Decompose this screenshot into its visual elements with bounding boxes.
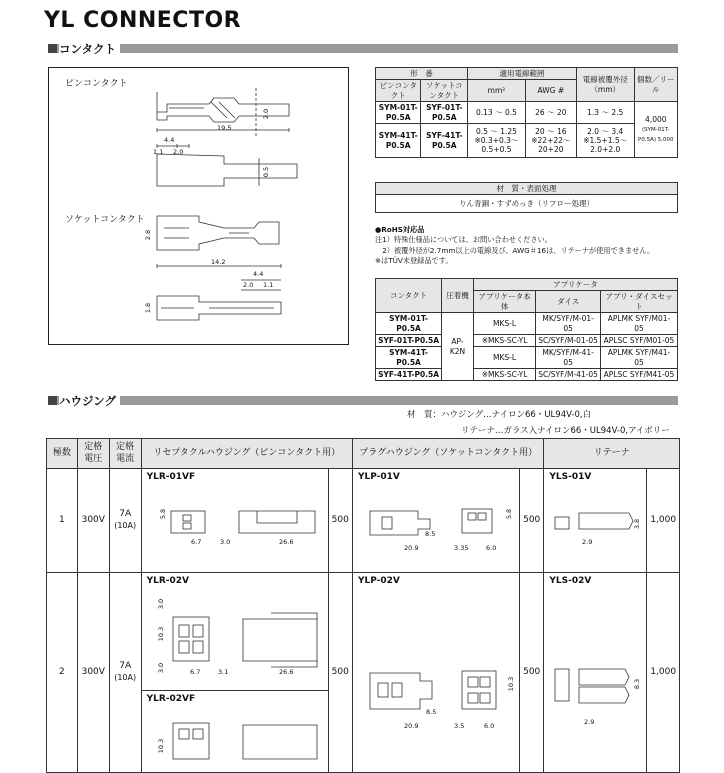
- housing-material-line2: リテーナ…ガラス入ナイロン66・UL94V-0,アイボリー: [461, 426, 670, 437]
- app-body: ※MKS-SC-YL: [473, 369, 535, 381]
- row2-p-dim: 10.3: [507, 676, 516, 692]
- app-contact: SYM-01T-P0.5A: [376, 313, 442, 335]
- row2-r-dim: 3.1: [218, 668, 229, 676]
- h-poles: 極数: [47, 439, 78, 469]
- row2-r-dim: 6.7: [190, 668, 201, 676]
- row1-receptacle: YLR-01VF: [141, 469, 328, 573]
- housing-material-line1: 材 質：ハウジング…ナイロン66・UL94V-0,白: [407, 410, 592, 420]
- row1-receptacle-drawing: [147, 483, 323, 553]
- pin-dim-b: 1.1: [153, 148, 164, 156]
- app-set: APLMK SYF/M01-05: [600, 313, 677, 335]
- row1-voltage: 300V: [77, 469, 109, 573]
- spec-mm2: 0.13 ～ 0.5: [468, 102, 526, 124]
- row2-t-dim: 8.3: [633, 678, 642, 690]
- socket-dim-e: 1.8: [144, 302, 153, 314]
- table-row: [376, 334, 678, 346]
- pin-dim-a: 4.4: [164, 136, 175, 144]
- pin-contact-top-shape: [157, 154, 297, 186]
- row2-receptacle-qty: 500: [328, 573, 352, 773]
- row2-p-dim: 3.5: [454, 722, 465, 730]
- spec-socket: SYF-01T-P0.5A: [421, 102, 468, 124]
- row1-retainer: YLS-01V: [544, 469, 647, 573]
- contact-drawing: [48, 67, 349, 345]
- app-h-die: ダイス: [536, 291, 601, 313]
- spec-h-awg: AWG #: [525, 80, 576, 102]
- socket-dim-c: 2.0: [243, 281, 254, 289]
- spec-pin: SYM-01T-P0.5A: [376, 102, 421, 124]
- spec-h-wire-range: 適用電線範囲: [468, 68, 577, 80]
- contact-section-title: コンタクト: [59, 41, 120, 57]
- row2-r2-dim: 10.3: [157, 738, 166, 754]
- app-set: APLMK SYF/M41-05: [600, 347, 677, 369]
- row1-plug-qty: 500: [519, 469, 543, 573]
- spec-od: 1.3 ～ 2.5: [576, 102, 634, 124]
- row2-plug: YLP-02V: [352, 573, 519, 773]
- app-body: ※MKS-SC-YL: [473, 334, 535, 346]
- table-row: [376, 102, 678, 124]
- row2-p-dim: 20.9: [404, 722, 419, 730]
- row1-p-dim: 8.5: [425, 530, 436, 538]
- row2-voltage: 300V: [77, 573, 109, 773]
- socket-contact-caption: ソケットコンタクト: [65, 215, 145, 225]
- spec-h-insul: 電線被覆外径 （mm）: [576, 68, 634, 102]
- app-set: APLSC SYF/M41-05: [600, 369, 677, 381]
- note-1: 注1）特殊仕様品については、お問い合わせください。: [375, 235, 552, 245]
- app-contact: SYF-01T-P0.5A: [376, 334, 442, 346]
- housing-section-title: ハウジング: [59, 393, 120, 409]
- spec-h-katamei: 形 番: [376, 68, 468, 80]
- applicator-table: [375, 278, 678, 381]
- app-die: SC/SYF/M-01-05: [536, 334, 601, 346]
- app-contact: SYF-41T-P0.5A: [376, 369, 442, 381]
- pin-contact-caption: ピンコンタクト: [65, 79, 128, 89]
- row1-current: 7A (10A): [109, 469, 141, 573]
- table-row: [376, 369, 678, 381]
- h-receptacle: リセプタクルハウジング（ピンコンタクト用）: [141, 439, 352, 469]
- spec-qty: 4,000 (SYM-01T-P0.5A) 5,000: [634, 102, 677, 158]
- table-row: [47, 573, 680, 773]
- material-table: [375, 182, 678, 213]
- pin-dim-length: 19.5: [217, 124, 232, 132]
- h-current: 定格 電流: [109, 439, 141, 469]
- notes: [375, 225, 685, 267]
- row2-t-dim: 2.9: [584, 718, 595, 726]
- row2-retainer-qty: 1,000: [647, 573, 680, 773]
- app-h-body: アプリケータ本体: [473, 291, 535, 313]
- app-h-press: 圧着機: [442, 279, 474, 313]
- pin-dim-e: 0.5: [262, 166, 271, 178]
- socket-dim-a: 2.8: [144, 229, 153, 241]
- h-retainer: リテーナ: [544, 439, 680, 469]
- spec-awg: 20 ～ 16 ※22+22～ 20+20: [525, 124, 576, 158]
- socket-dim-d: 1.1: [263, 281, 274, 289]
- row1-plug-drawing: [358, 483, 514, 553]
- pin-dim-d: 2.0: [262, 108, 271, 120]
- note-3: ※はTÜV未登録品です。: [375, 256, 453, 266]
- row1-t-dim: 3.8: [633, 518, 642, 530]
- housing-section-header: [48, 394, 678, 407]
- contact-section-header: [48, 42, 678, 55]
- row2-receptacle-drawing: [147, 587, 323, 683]
- spec-h-mm2: mm²: [468, 80, 526, 102]
- spec-pin: SYM-41T-P0.5A: [376, 124, 421, 158]
- row2-current: 7A (10A): [109, 573, 141, 773]
- row2-p-dim: 6.0: [484, 722, 495, 730]
- row2-retainer: YLS-02V: [544, 573, 647, 773]
- row2-receptacle2-name: YLR-02VF: [146, 694, 196, 704]
- row1-p-dim: 3.35: [454, 544, 469, 552]
- contact-spec-table: [375, 67, 678, 158]
- row2-r-dim: 3.0: [157, 598, 166, 610]
- material-heading: 材 質・表面処理: [376, 183, 678, 195]
- app-body: MKS-L: [473, 347, 535, 369]
- app-die: MK/SYF/M-01-05: [536, 313, 601, 335]
- row1-r-dim: 3.0: [220, 538, 231, 546]
- spec-h-pin: ピンコンタクト: [376, 80, 421, 102]
- row1-r-dim: 6.7: [191, 538, 202, 546]
- spec-od: 2.0 ～ 3.4 ※1.5+1.5～ 2.0+2.0: [576, 124, 634, 158]
- page-title: YL CONNECTOR: [44, 8, 242, 33]
- table-row: [376, 124, 678, 158]
- spec-h-qty: 個数／リール: [634, 68, 677, 102]
- socket-contact-shape: [157, 216, 279, 250]
- table-row: [376, 313, 678, 335]
- table-row: [376, 347, 678, 369]
- socket-dim-length: 14.2: [211, 258, 226, 266]
- row1-p-dim: 6.0: [486, 544, 497, 552]
- row1-retainer-qty: 1,000: [647, 469, 680, 573]
- row2-r-dim: 3.0: [157, 662, 166, 674]
- note-rohs: ●RoHS対応品: [375, 225, 425, 234]
- spec-h-socket: ソケットコンタクト: [421, 80, 468, 102]
- row2-p-dim: 8.5: [426, 708, 437, 716]
- row1-receptacle-qty: 500: [328, 469, 352, 573]
- row1-r-dim: 26.6: [279, 538, 294, 546]
- row2-retainer-drawing: [549, 587, 641, 747]
- row2-r-dim: 26.6: [279, 668, 294, 676]
- row1-plug: YLP-01V: [352, 469, 519, 573]
- app-press: AP-K2N: [442, 313, 474, 381]
- row1-poles: 1: [47, 469, 78, 573]
- housing-material: [407, 407, 670, 439]
- row2-receptacle: [141, 573, 328, 773]
- app-die: SC/SYF/M-41-05: [536, 369, 601, 381]
- app-h-set: アプリ・ダイスセット: [600, 291, 677, 313]
- row1-p-dim: 5.8: [505, 508, 514, 520]
- spec-awg: 26 ～ 20: [525, 102, 576, 124]
- row1-retainer-drawing: [549, 483, 641, 553]
- row1-r-dim: 5.8: [159, 508, 168, 520]
- app-die: MK/SYF/M-41-05: [536, 347, 601, 369]
- row2-r-dim: 10.3: [157, 626, 166, 642]
- note-2: 2）被覆外径が2.7mm以上の電線及び、AWG＃16は、リテーナが使用できません。: [375, 245, 655, 255]
- row1-p-dim: 20.9: [404, 544, 419, 552]
- row2-plug-qty: 500: [519, 573, 543, 773]
- spec-mm2: 0.5 ～ 1.25 ※0.3+0.3～ 0.5+0.5: [468, 124, 526, 158]
- row2-receptacle2-drawing: [147, 705, 323, 761]
- app-body: MKS-L: [473, 313, 535, 335]
- table-row: [47, 469, 680, 573]
- spec-socket: SYF-41T-P0.5A: [421, 124, 468, 158]
- app-contact: SYM-41T-P0.5A: [376, 347, 442, 369]
- h-plug: プラグハウジング（ソケットコンタクト用）: [352, 439, 543, 469]
- pin-dim-c: 2.0: [173, 148, 184, 156]
- app-h-contact: コンタクト: [376, 279, 442, 313]
- h-voltage: 定格 電圧: [77, 439, 109, 469]
- material-value: りん青銅・すずめっき（リフロー処理）: [376, 195, 678, 213]
- app-h-applicator: アプリケータ: [473, 279, 677, 291]
- socket-dim-b: 4.4: [253, 270, 264, 278]
- row2-receptacle-name: YLR-02V: [146, 576, 189, 586]
- row2-poles: 2: [47, 573, 78, 773]
- contact-drawing-svg: [49, 68, 348, 344]
- app-set: APLSC SYF/M01-05: [600, 334, 677, 346]
- row1-t-dim: 2.9: [582, 538, 593, 546]
